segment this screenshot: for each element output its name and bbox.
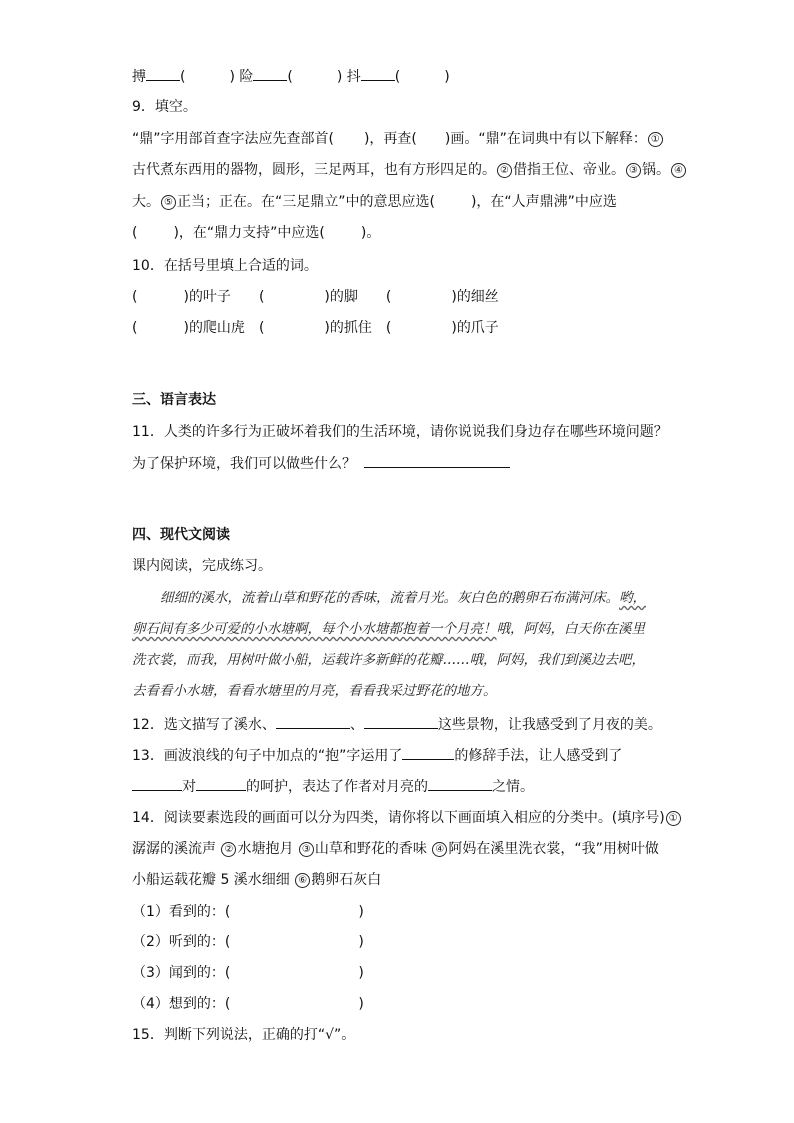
- q15: 15．判断下列说法，正确的打“√”。: [132, 1027, 356, 1043]
- passage-line-3: 洗衣裳，而我，用树叶做小船，运载许多新鲜的花瓣……哦，阿妈，我们到溪边去吧，: [132, 652, 645, 668]
- q8-line: 搏 ( ) 险 ( ) 抖 ( ): [132, 66, 450, 87]
- blank[interactable]: [402, 745, 454, 760]
- q10-row-1: ( )的叶子 ( )的脚 ( )的细丝: [132, 289, 499, 305]
- q11-line-2: 为了保护环境，我们可以做些什么？: [132, 453, 510, 474]
- q13-line-1: 13．画波浪线的句子中加点的“抱”字运用了 的修辞手法，让人感受到了: [132, 745, 622, 766]
- passage-line-4: 去看看小水塘，看看水塘里的月亮，看看我采过野花的地方。: [132, 683, 497, 699]
- q13-line-2: 对 的呵护，表达了作者对月亮的 之情。: [132, 776, 534, 797]
- q8-char-2: 险: [239, 69, 254, 85]
- q12: 12．选文描写了溪水、 、 这些景物，让我感受到了月夜的美。: [132, 714, 662, 735]
- q11-line-1: 11．人类的许多行为正破坏着我们的生活环境，请你说说我们身边存在哪些环境问题？: [132, 424, 668, 440]
- blank[interactable]: [146, 66, 180, 81]
- q8-char-1: 搏: [132, 69, 146, 85]
- blank[interactable]: [361, 66, 395, 81]
- blank[interactable]: [253, 66, 287, 81]
- blank[interactable]: [196, 776, 246, 791]
- passage-line-2: 卵石间有多少可爱的小水塘啊，每个小水塘都抱着一个月亮！哦，阿妈，白天你在溪里: [132, 621, 645, 637]
- q14-option-2: （2）听到的：( ): [132, 934, 364, 950]
- blank[interactable]: [276, 714, 350, 729]
- blank[interactable]: [364, 714, 438, 729]
- q14-option-3: （3）闻到的：( ): [132, 965, 364, 981]
- q14-line-1: 14．阅读要素选段的画面可以分为四类，请你将以下画面填入相应的分类中。(填序号) ①: [132, 808, 682, 828]
- q14-line-3: 小船运载花瓣 5 溪水细细 ⑥ 鹅卵石灰白: [132, 872, 382, 888]
- blank[interactable]: [428, 776, 492, 791]
- q10-title: 10．在括号里填上合适的词。: [132, 258, 318, 274]
- blank[interactable]: [132, 776, 182, 791]
- q14-line-2: 潺潺的溪流声 ② 水塘抱月 ③ 山草和野花的香味 ④ 阿妈在溪里洗衣裳，“我”用树叶做: [132, 841, 659, 857]
- q9-line-2: 古代煮东西用的器物，圆形，三足两耳，也有方形四足的。 ② 借指王位、帝业。 ③ 锅。 ④: [132, 160, 687, 180]
- q14-option-4: （4）想到的：( ): [132, 996, 364, 1012]
- q10-row-2: ( )的爬山虎 ( )的抓住 ( )的爪子: [132, 320, 499, 336]
- section-heading-4: 四、现代文阅读: [132, 527, 230, 543]
- q9-title: 9．填空。: [132, 99, 197, 115]
- answer-blank[interactable]: [364, 453, 510, 468]
- q9-line-1: “鼎”字用部首查字法应先查部首( )，再查( )画。“鼎”在词典中有以下解释： ①: [132, 129, 664, 149]
- section-heading-3: 三、语言表达: [132, 392, 216, 408]
- passage-line-1: 细细的溪水，流着山草和野花的香味，流着月光。灰白色的鹅卵石布满河床。哟，: [160, 590, 646, 606]
- q8-char-3: 抖: [346, 69, 361, 85]
- reading-intro: 课内阅读，完成练习。: [132, 558, 272, 574]
- q14-option-1: （1）看到的：( ): [132, 904, 364, 920]
- q9-line-4: ( )，在“鼎力支持”中应选( )。: [132, 225, 381, 241]
- q9-line-3: 大。 ⑤ 正当；正在。在“三足鼎立”中的意思应选( )，在“人声鼎沸”中应选: [132, 194, 617, 210]
